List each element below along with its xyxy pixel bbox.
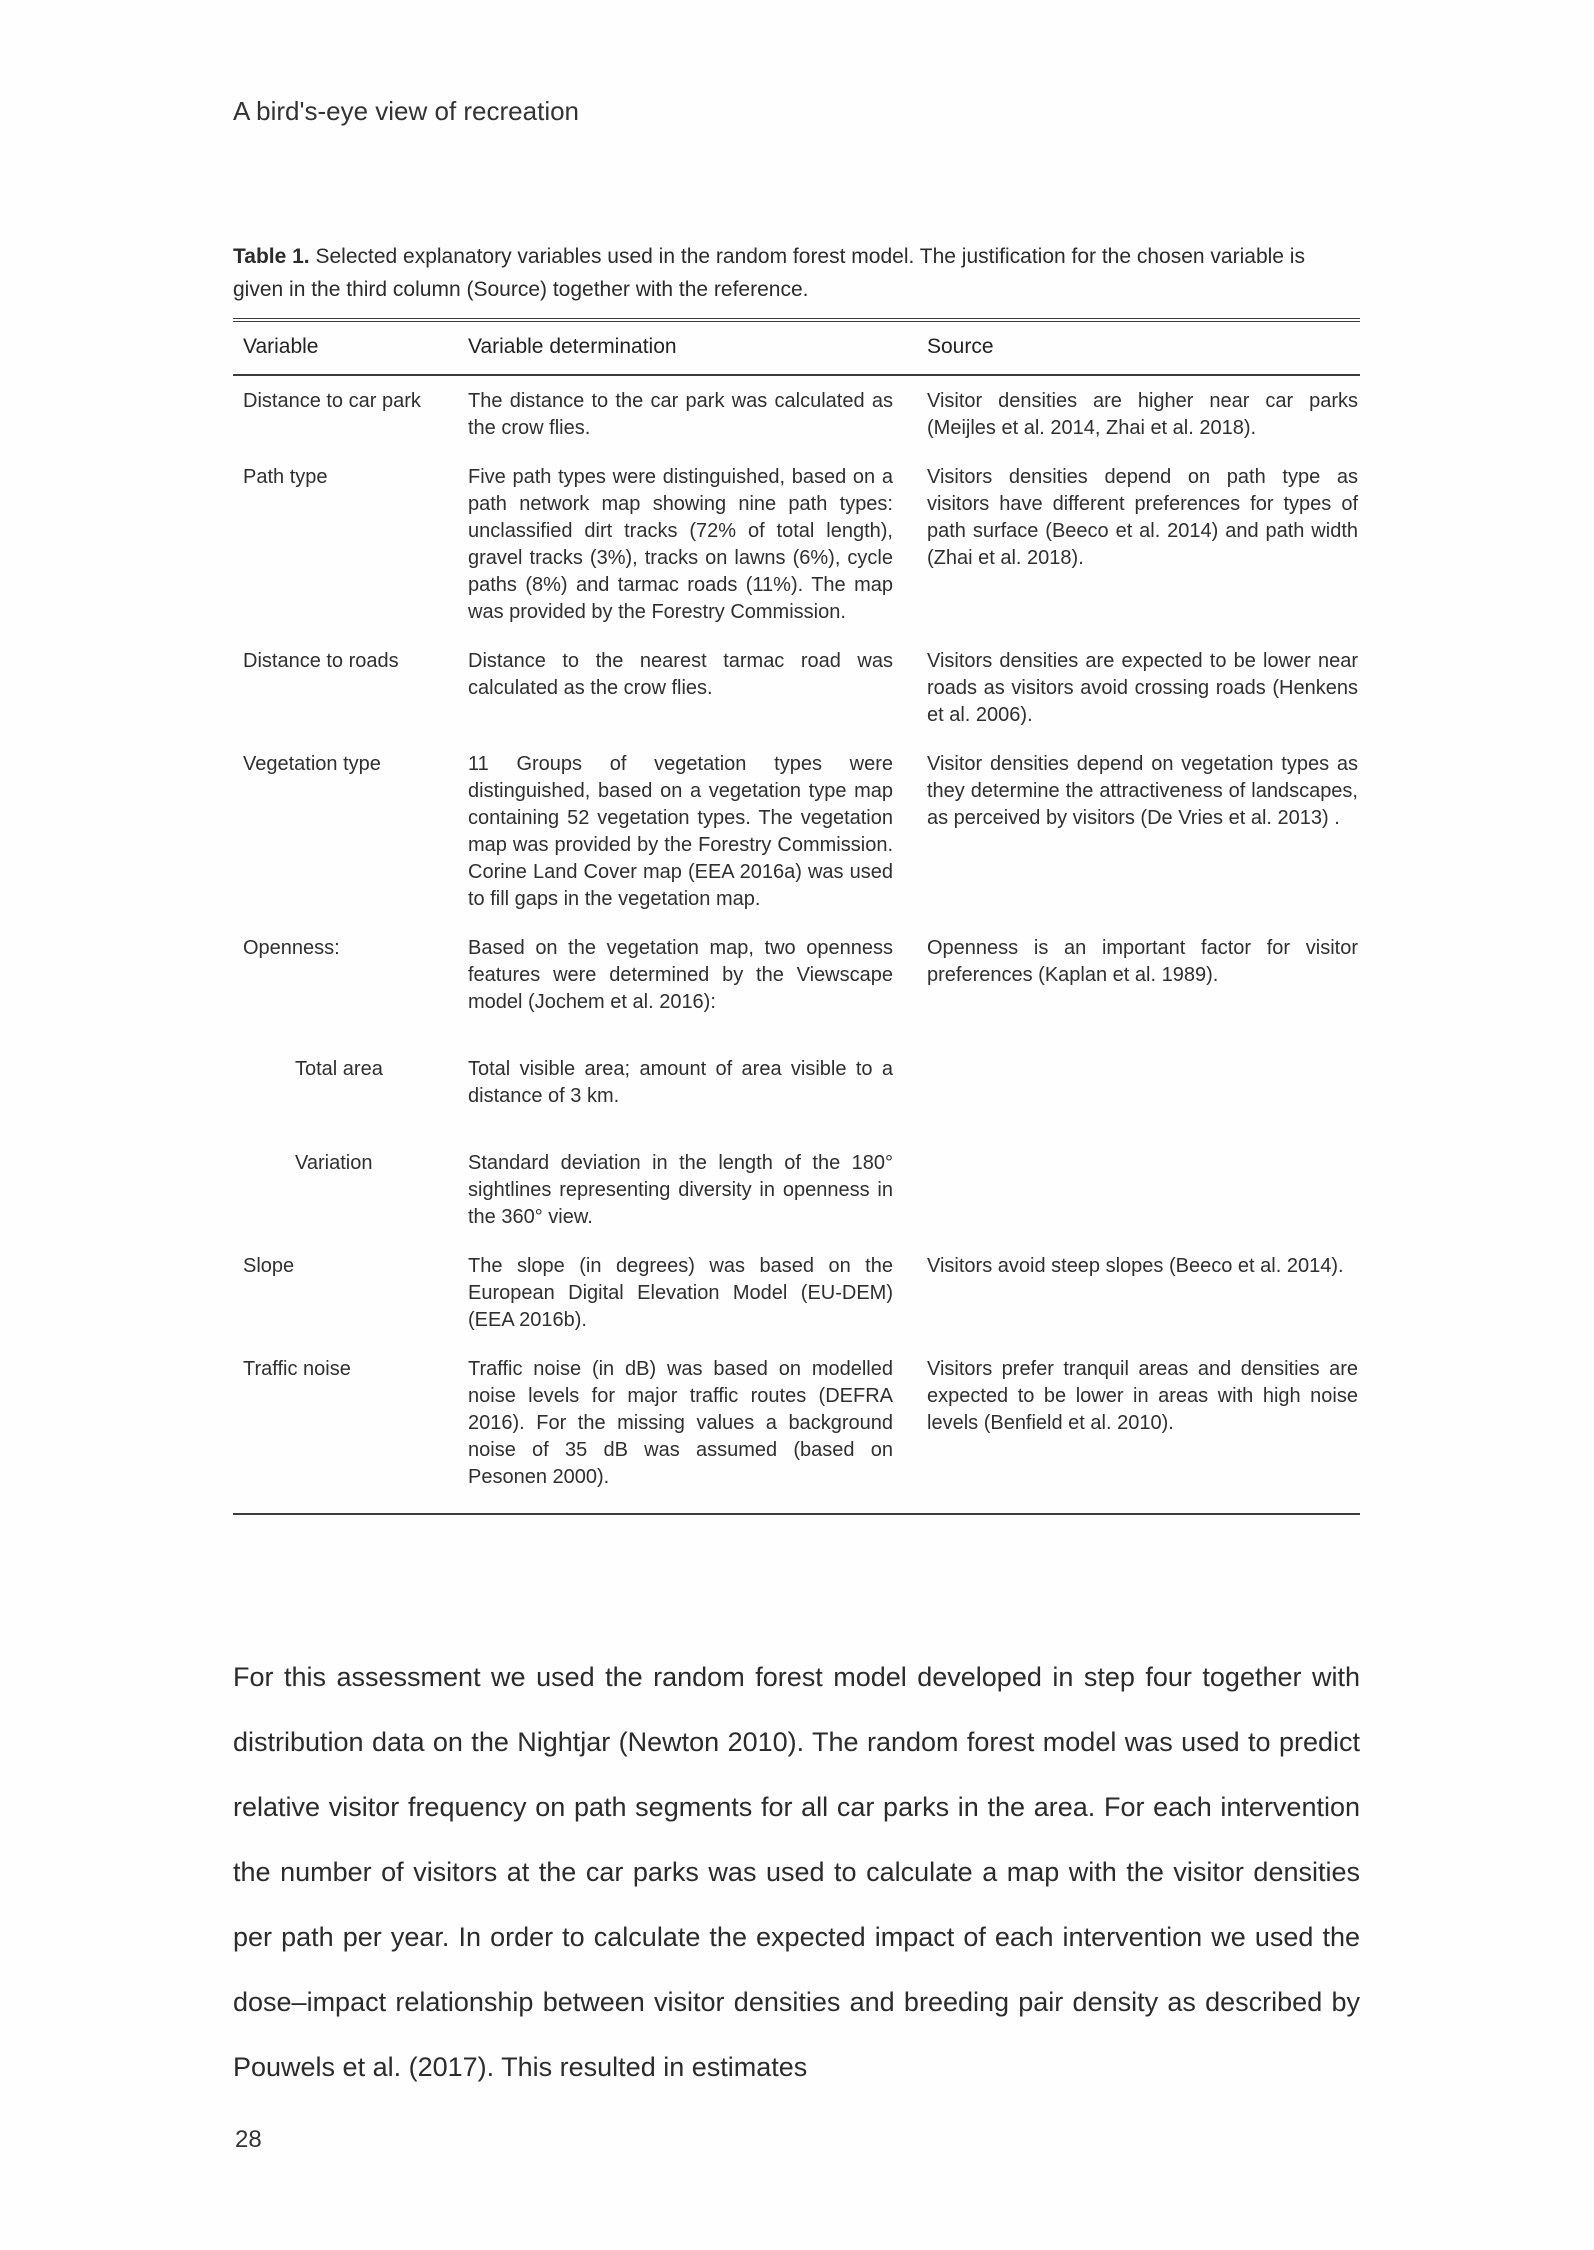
cell-determination: The distance to the car park was calculated as the crow flies. [468, 390, 893, 439]
page-number: 28 [235, 2126, 262, 2153]
cell-determination: Based on the vegetation map, two openness features were determined by the Viewscape model (Jochem et al. 2016): [468, 937, 893, 1013]
cell-determination: The slope (in degrees) was based on the European Digital Elevation Model (EU-DEM) (EEA 2016b). [468, 1255, 893, 1331]
cell-variable: Distance to car park [243, 390, 421, 412]
cell-source [927, 1132, 1360, 1253]
table-row [233, 648, 1360, 751]
cell-variable: Slope [243, 1255, 295, 1277]
table-row [233, 375, 1360, 464]
cell-determination: Standard deviation in the length of the 180° sightlines representing diversity in openness in the 360° view. [468, 1152, 893, 1228]
table-row [233, 1253, 1360, 1356]
table-header-row [233, 320, 1360, 375]
table-caption-text: Selected explanatory variables used in the random forest model. The justification for the chosen variable is given in the third column (Source) together with the reference. [233, 245, 1305, 301]
variables-table [233, 318, 1360, 1515]
column-header-variable: Variable [233, 320, 468, 375]
cell-source: Visitors prefer tranquil areas and densities are expected to be lower in areas with high noise levels (Benfield et al. 2010). [927, 1358, 1358, 1434]
table-row-sub [233, 1038, 1360, 1132]
column-header-determination: Variable determination [468, 320, 927, 375]
cell-source: Visitors densities are expected to be lower near roads as visitors avoid crossing roads (Henkens et al. 2006). [927, 650, 1358, 726]
cell-variable: Openness: [243, 937, 340, 959]
cell-source: Visitors densities depend on path type as visitors have different preferences for types of path surface (Beeco et al. 2014) and path width (Zhai et al. 2018). [927, 466, 1358, 569]
cell-source: Openness is an important factor for visitor preferences (Kaplan et al. 1989). [927, 937, 1358, 986]
cell-determination: Five path types were distinguished, based on a path network map showing nine path types: unclassified dirt tracks (72% of total length), gravel tracks (3%), tracks on lawns (6%), cycle paths (8%) and tarmac roads (11%). The map was provided by the Forestry Commission. [468, 466, 893, 623]
table-caption [233, 240, 1360, 306]
table-row [233, 1356, 1360, 1514]
cell-determination: Traffic noise (in dB) was based on modelled noise levels for major traffic routes (DEFRA 2016). For the missing values a background noise of 35 dB was assumed (based on Pesonen 2000). [468, 1358, 893, 1488]
cell-source [927, 1038, 1360, 1132]
cell-determination: Distance to the nearest tarmac road was calculated as the crow flies. [468, 650, 893, 699]
cell-variable: Distance to roads [243, 650, 399, 672]
cell-determination: Total visible area; amount of area visible to a distance of 3 km. [468, 1058, 893, 1107]
cell-variable: Total area [295, 1058, 383, 1080]
body-paragraph: For this assessment we used the random forest model developed in step four together with distribution data on the Nightjar (Newton 2010). The random forest model was used to predict relative visitor frequency on path segments for all car parks in the area. For each intervention the number of visitors at the car parks was used to calculate a map with the visitor densities per path per year. In order to calculate the expected impact of each intervention we used the dose–impact relationship between visitor densities and breeding pair density as described by Pouwels et al. (2017). This resulted in estimates [233, 1662, 1360, 2082]
cell-variable: Vegetation type [243, 753, 381, 775]
table-row [233, 751, 1360, 935]
table-row-sub [233, 1132, 1360, 1253]
table-row [233, 935, 1360, 1038]
page-content [233, 0, 1360, 2100]
cell-variable: Path type [243, 466, 328, 488]
cell-source: Visitor densities are higher near car parks (Meijles et al. 2014, Zhai et al. 2018). [927, 390, 1358, 439]
cell-source: Visitors avoid steep slopes (Beeco et al. 2014). [927, 1255, 1344, 1277]
cell-variable: Variation [295, 1152, 373, 1174]
column-header-source: Source [927, 320, 1360, 375]
cell-variable: Traffic noise [243, 1358, 351, 1380]
table-caption-label: Table 1. [233, 245, 310, 268]
table-row [233, 464, 1360, 648]
cell-determination: 11 Groups of vegetation types were distinguished, based on a vegetation type map containing 52 vegetation types. The vegetation map was provided by the Forestry Commission. Corine Land Cover map (EEA 2016a) was used to fill gaps in the vegetation map. [468, 753, 893, 910]
cell-source: Visitor densities depend on vegetation types as they determine the attractiveness of landscapes, as perceived by visitors (De Vries et al. 2013) . [927, 753, 1358, 829]
running-header: A bird's-eye view of recreation [233, 96, 580, 126]
